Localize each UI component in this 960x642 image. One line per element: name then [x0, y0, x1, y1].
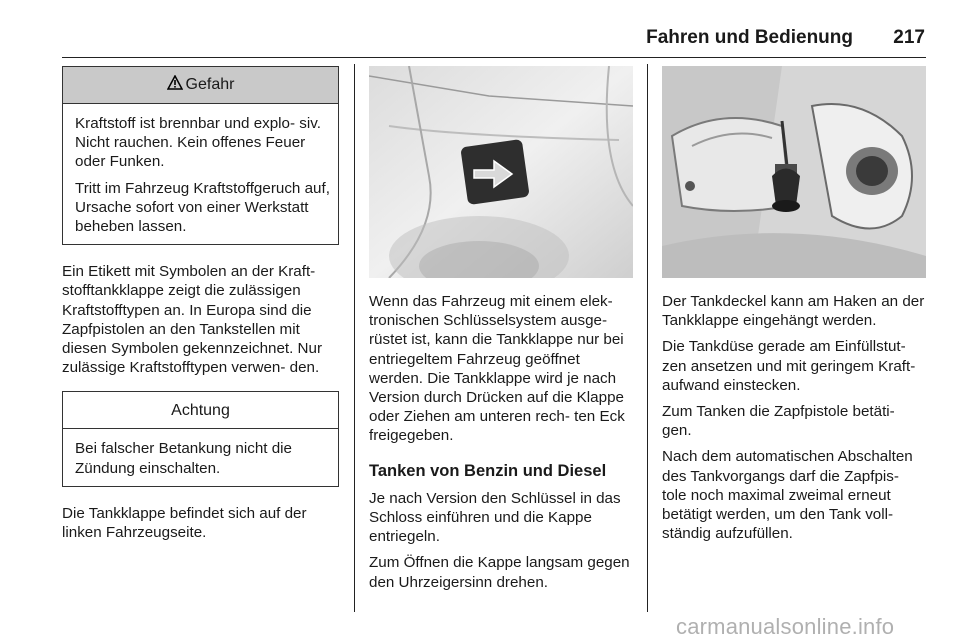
- watermark: carmanualsonline.info: [676, 614, 895, 639]
- fuel-flap-release-illustration: [369, 66, 633, 278]
- body-paragraph: Der Tankdeckel kann am Haken an der Tankklappe eingehängt werden.: [662, 293, 925, 330]
- page-number: 217: [893, 27, 925, 48]
- body-paragraph: Ein Etikett mit Symbolen an der Kraft- stofftankklappe zeigt die zulässigen Kraftstofftypen an. In Europa sind die Zapfpistolen an den Tankstellen mit diesen Symbolen gekennzeichnet. Nur zulässige Kraftstofftypen verwen- den.: [62, 263, 323, 377]
- danger-text: Tritt im Fahrzeug Kraftstoffgeruch auf, Ursache sofort von einer Werkstatt beheben lassen.: [75, 179, 330, 236]
- fuel-cap-hook-illustration: [662, 66, 926, 278]
- caution-box: [62, 391, 339, 486]
- column-divider: [647, 64, 648, 612]
- body-paragraph: Die Tankklappe befindet sich auf der linken Fahrzeugseite.: [62, 504, 307, 542]
- body-paragraph: Die Tankdüse gerade am Einfüllstut- zen ansetzen und mit geringem Kraft- aufwand einstecken.: [662, 338, 916, 394]
- danger-box: [62, 66, 339, 245]
- page-header: [640, 27, 925, 53]
- body-paragraph: Zum Öffnen die Kappe langsam gegen den Uhrzeigersinn drehen.: [369, 554, 630, 591]
- danger-heading: Gefahr: [185, 76, 235, 94]
- danger-header: [63, 67, 338, 104]
- header-rule: [62, 57, 926, 58]
- body-paragraph: Nach dem automatischen Abschalten des Tankvorgangs darf die Zapfpis- tole noch maximal zweimal erneut betätigt werden, um den Tank voll- ständig aufzufüllen.: [662, 448, 913, 543]
- section-heading: Tanken von Benzin und Diesel: [369, 461, 607, 480]
- column-divider: [354, 64, 355, 612]
- body-paragraph: Je nach Version den Schlüssel in das Schloss einführen und die Kappe entriegeln.: [369, 489, 621, 546]
- column-2: [369, 66, 633, 599]
- caution-heading: Achtung: [171, 401, 230, 419]
- body-paragraph: Wenn das Fahrzeug mit einem elek- tronischen Schlüsselsystem ausge- rüstet ist, kann die Tankklappe nur bei entriegeltem Fahrzeug geöffnet werden. Die Tankklappe wird je nach Version durch Drücken auf die Klappe oder Ziehen am unteren rech- ten Eck freigegeben.: [369, 293, 625, 445]
- column-3: [662, 66, 926, 550]
- body-paragraph: Zum Tanken die Zapfpistole betäti- gen.: [662, 403, 895, 440]
- caution-text: Bei falscher Betankung nicht die Zündung einschalten.: [75, 440, 292, 477]
- chapter-title: Fahren und Bedienung: [646, 27, 853, 48]
- column-1: [62, 66, 339, 549]
- warning-triangle-icon: [167, 75, 183, 95]
- danger-text: Kraftstoff ist brennbar und explo- siv. Nicht rauchen. Kein offenes Feuer oder Funken.: [75, 115, 321, 171]
- caution-header: [63, 392, 338, 429]
